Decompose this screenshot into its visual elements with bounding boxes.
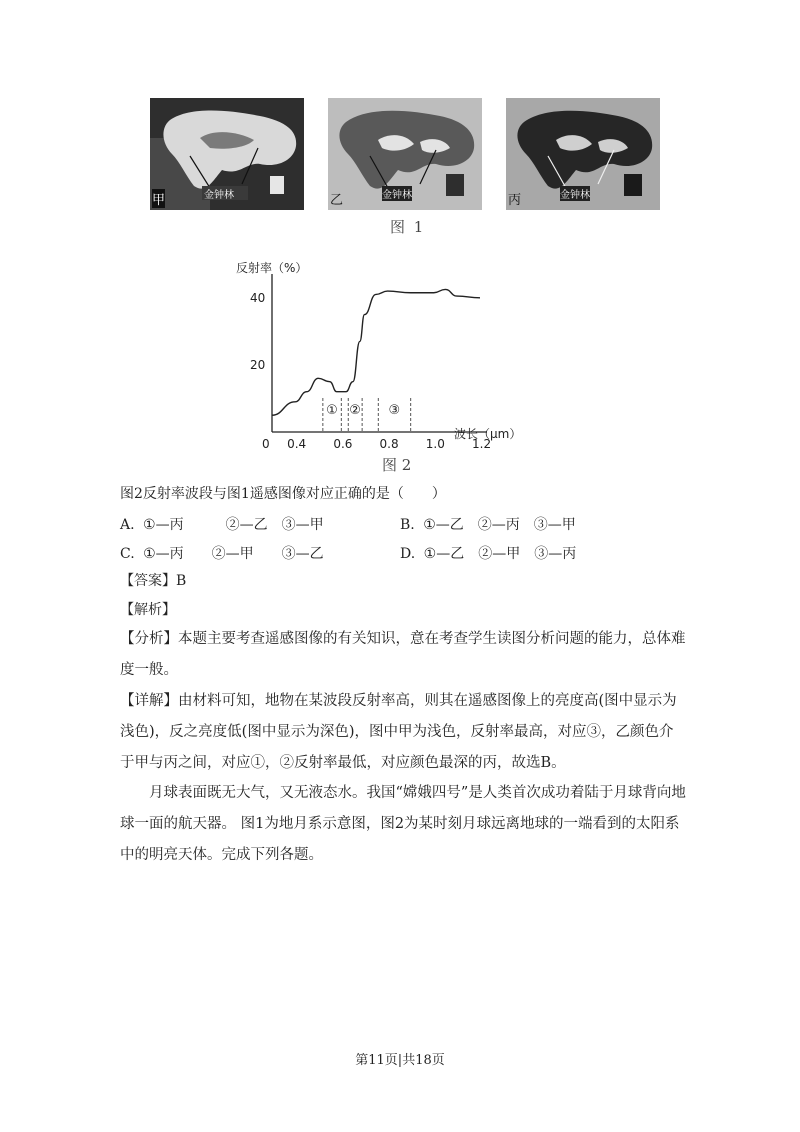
x-axis-label: 波长（μm） xyxy=(454,427,522,441)
band-label: ③ xyxy=(388,403,401,418)
panel-corner-label: 乙 xyxy=(330,193,344,208)
x-tick-label: 0.8 xyxy=(379,437,399,451)
panel-corner-label: 甲 xyxy=(152,189,165,208)
panel-corner-label: 丙 xyxy=(508,193,522,208)
y-axis-label: 反射率（%） xyxy=(236,261,308,275)
y-tick-label: 40 xyxy=(250,290,266,305)
analysis-title: 【解析】 xyxy=(120,602,176,618)
arrow-label: 金钟林 xyxy=(204,190,234,201)
option-text: ①—丙 ②—乙 ③—甲 xyxy=(143,517,324,533)
y-tick-label: 20 xyxy=(250,357,266,372)
remote-sensing-image-yi xyxy=(328,98,482,210)
option-c xyxy=(120,543,324,563)
x-tick-label: 0 xyxy=(262,437,270,451)
arrow-label: 金钟林 xyxy=(382,186,412,201)
option-letter: A. xyxy=(120,517,135,533)
option-text: ①—乙 ②—丙 ③—甲 xyxy=(423,517,576,533)
reading-passage: 月球表面既无大气，又无液态水。我国“嫦娥四号”是人类首次成功着陆于月球背向地球一面的航天器。 图1为地月系示意图，图2为某时刻月球远离地球的一端看到的太阳系中的明亮天体。完成下列各题。 xyxy=(120,785,686,863)
reflectance-curve xyxy=(272,289,480,415)
option-letter: C. xyxy=(120,546,135,562)
page-footer: 第11页|共18页 xyxy=(355,1053,445,1068)
x-tick-label: 1.0 xyxy=(425,437,445,451)
answer: 【答案】B xyxy=(120,573,187,589)
option-b xyxy=(400,514,576,534)
option-letter: B. xyxy=(400,517,415,533)
band-label: ① xyxy=(326,403,338,418)
option-d xyxy=(400,543,576,563)
analysis-xiangjie: 【详解】由材料可知，地物在某波段反射率高，则其在遥感图像上的亮度高(图中显示为浅色)，反之亮度低(图中显示为深色)，图中甲为浅色，反射率最高，对应③，乙颜色介于甲与丙之间，对应①，②反射率最低，对应颜色最深的丙，故选B。 xyxy=(120,693,677,771)
band-label: ② xyxy=(349,403,361,418)
reflectance-chart xyxy=(232,256,522,478)
figure-2-caption: 图 2 xyxy=(382,456,412,474)
question-stem: 图2反射率波段与图1遥感图像对应正确的是（ ） xyxy=(120,486,446,502)
x-tick-label: 1.2 xyxy=(472,437,492,451)
option-text: ①—丙 ②—甲 ③—乙 xyxy=(143,546,324,562)
x-tick-label: 0.6 xyxy=(333,437,353,451)
remote-sensing-image-jia xyxy=(150,98,304,210)
figure-1 xyxy=(150,98,660,212)
figure-1-caption: 图 1 xyxy=(390,218,426,236)
option-a xyxy=(120,514,324,534)
x-tick-label: 0.4 xyxy=(287,437,307,451)
remote-sensing-image-bing xyxy=(506,98,660,210)
analysis-fenxi: 【分析】本题主要考查遥感图像的有关知识，意在考查学生读图分析问题的能力，总体难度一般。 xyxy=(120,631,686,678)
option-letter: D. xyxy=(400,546,416,562)
arrow-label: 金钟林 xyxy=(560,186,590,201)
option-text: ①—乙 ②—甲 ③—丙 xyxy=(423,546,577,562)
